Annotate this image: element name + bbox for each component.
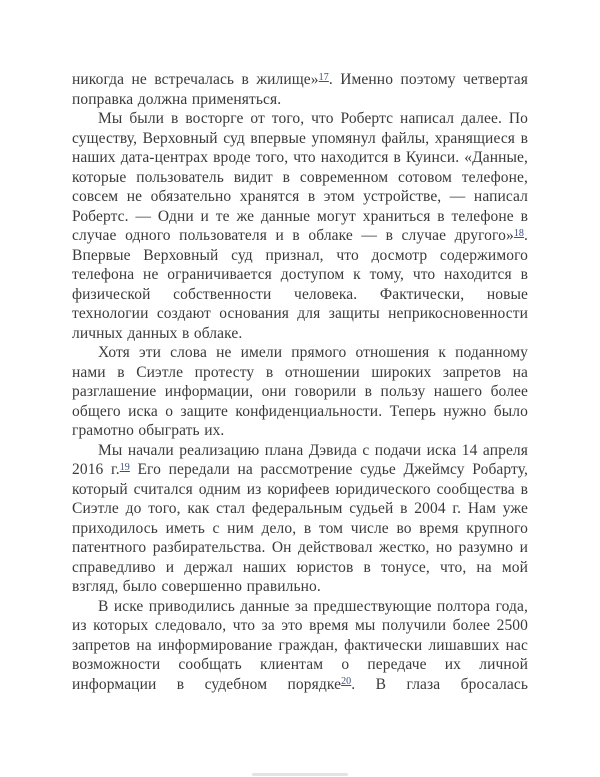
footnote-link[interactable]: 20 <box>341 676 352 687</box>
paragraph <box>72 109 528 343</box>
text-run: никогда не встречалась в жилище» <box>72 71 319 88</box>
text-run: Хотя эти слова не имели прямого отношения к поданному нами в Сиэтле протесту в отношении широких запретов на разглашение информации, они говорили в пользу нашего более общего иска о защите конфиденциальности. Теперь нужно было грамотно обыграть их. <box>72 344 528 439</box>
text-run: Его передали на рассмотрение судье Джеймсу Робарту, который считался одним из корифеев юридического сообщества в Сиэтле до того, как стал федеральным судьей в 2004 г. Нам уже приходилось иметь с ним дело, в том числе во время крупного патентного разбирательства. Он действовал жестко, но разумно и справедливо и держал наших юристов в тонусе, что, на мой взгляд, было совершенно правильно. <box>72 461 528 595</box>
footnote-ref[interactable] <box>341 676 351 687</box>
paragraph <box>72 597 528 695</box>
text-run: В иске приводились данные за предшествующие полтора года, из которых следовало, что за это время мы получили более 2500 запретов на информирование граждан, фактически лишавших нас возможности сообщать клиентам о передаче их личной информации в судебном порядке <box>72 597 528 693</box>
text-run: . Впервые Верховный суд признал, что досмотр содержимого телефона не ограничивается доступом к тому, что находится в физической собственности человека. Фактически, новые технологии создают основания для защиты неприкосновенности личных данных в облаке. <box>72 227 528 342</box>
paragraph <box>72 441 528 597</box>
page-text <box>72 70 528 694</box>
footnote-ref[interactable] <box>120 462 130 473</box>
footnote-link[interactable]: 18 <box>513 227 525 239</box>
text-run: Мы начали реализацию плана Дэвида с подачи иска 14 апреля 2016 г. <box>72 441 528 478</box>
text-run: . Именно поэтому четвертая поправка должна применяться. <box>72 71 528 108</box>
paragraph <box>72 343 528 441</box>
footnote-link[interactable]: 19 <box>119 461 130 473</box>
footnote-ref[interactable] <box>514 228 524 239</box>
page-bottom-indicator <box>252 773 348 776</box>
footnote-link[interactable]: 17 <box>318 71 329 83</box>
footnote-ref[interactable] <box>319 72 329 83</box>
text-run: . В глаза бросалась <box>351 675 528 693</box>
paragraph <box>72 70 528 109</box>
text-run: Мы были в восторге от того, что Робертс написал далее. По существу, Верховный суд впервые упомянул файлы, хранящиеся в наших дата-центрах вроде того, что находится в Куинси. «Данные, которые пользователь видит в современном сотовом телефоне, совсем не обязательно хранятся в этом устройстве, — написал Робертс. — Одни и те же данные могут храниться в телефоне в случае одного пользователя и в облаке — в случае другого» <box>72 110 528 244</box>
